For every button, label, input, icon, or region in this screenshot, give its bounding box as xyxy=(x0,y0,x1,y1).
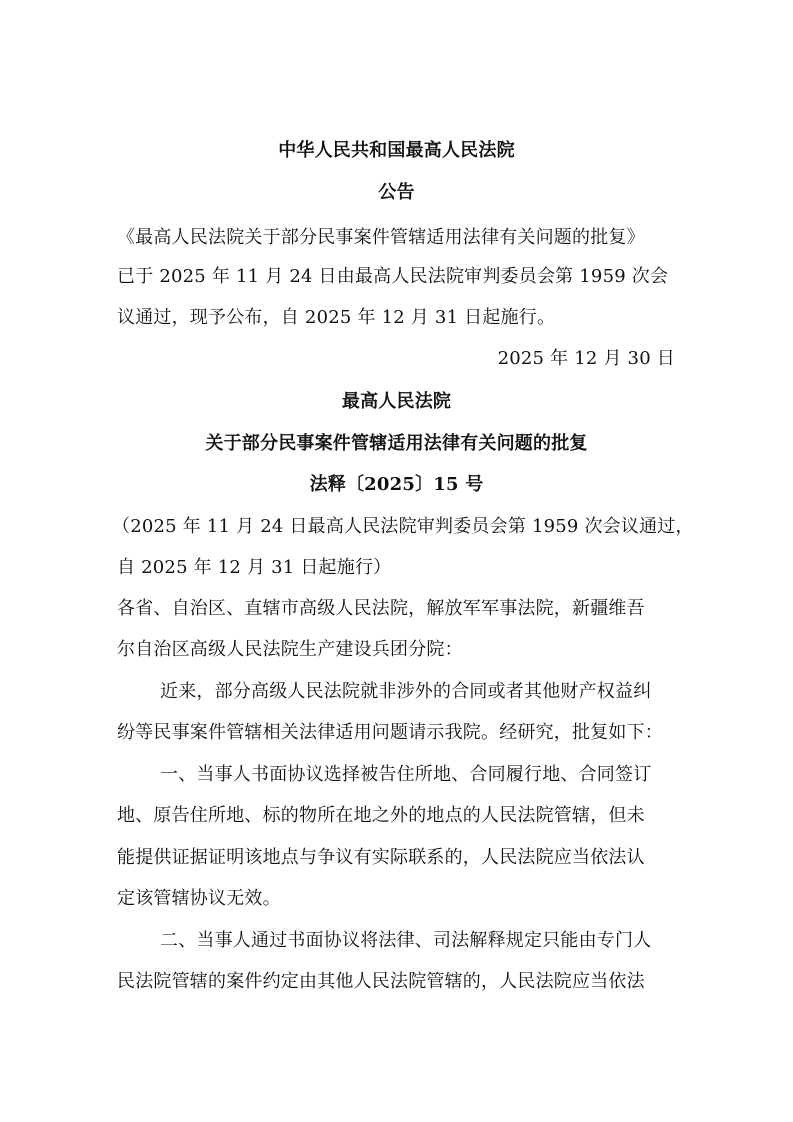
addressee-line: 尔自治区高级人民法院生产建设兵团分院： xyxy=(117,639,463,660)
addressee-line: 各省、自治区、直辖市高级人民法院，解放军军事法院，新疆维吾 xyxy=(117,598,645,619)
announcement-date: 2025 年 12 月 30 日 xyxy=(497,348,675,369)
item-one-line: 地、原告住所地、标的物所在地之外的地点的人民法院管辖，但未 xyxy=(117,805,645,826)
court-name-heading: 中华人民共和国最高人民法院 xyxy=(278,140,515,161)
item-one-line: 一、当事人书面协议选择被告住所地、合同履行地、合同签订 xyxy=(160,764,652,785)
item-two-line: 二、当事人通过书面协议将法律、司法解释规定只能由专门人 xyxy=(160,930,652,951)
reply-title-heading: 关于部分民事案件管辖适用法律有关问题的批复 xyxy=(205,433,588,454)
adoption-note-line: （2025 年 11 月 24 日最高人民法院审判委员会第 1959 次会议通过， xyxy=(112,516,694,537)
announcement-body-line: 已于 2025 年 11 月 24 日由最高人民法院审判委员会第 1959 次会 xyxy=(117,266,669,287)
item-one-line: 能提供证据证明该地点与争议有实际联系的，人民法院应当依法认 xyxy=(117,847,645,868)
item-one-line: 定该管辖协议无效。 xyxy=(117,888,281,909)
announcement-body-line: 《最高人民法院关于部分民事案件管辖适用法律有关问题的批复》 xyxy=(117,227,645,248)
announcement-body-line: 议通过，现予公布，自 2025 年 12 月 31 日起施行。 xyxy=(117,307,556,328)
reply-issuer-heading: 最高人民法院 xyxy=(341,391,452,412)
item-two-line: 民法院管辖的案件约定由其他人民法院管辖的，人民法院应当依法 xyxy=(117,971,645,992)
intro-paragraph-line: 纷等民事案件管辖相关法律适用问题请示我院。经研究，批复如下： xyxy=(117,722,663,743)
reply-doc-number: 法释〔2025〕15 号 xyxy=(309,474,484,495)
adoption-note-line: 自 2025 年 12 月 31 日起施行） xyxy=(117,557,392,578)
announcement-title: 公告 xyxy=(378,182,415,203)
intro-paragraph-line: 近来，部分高级人民法院就非涉外的合同或者其他财产权益纠 xyxy=(160,681,652,702)
